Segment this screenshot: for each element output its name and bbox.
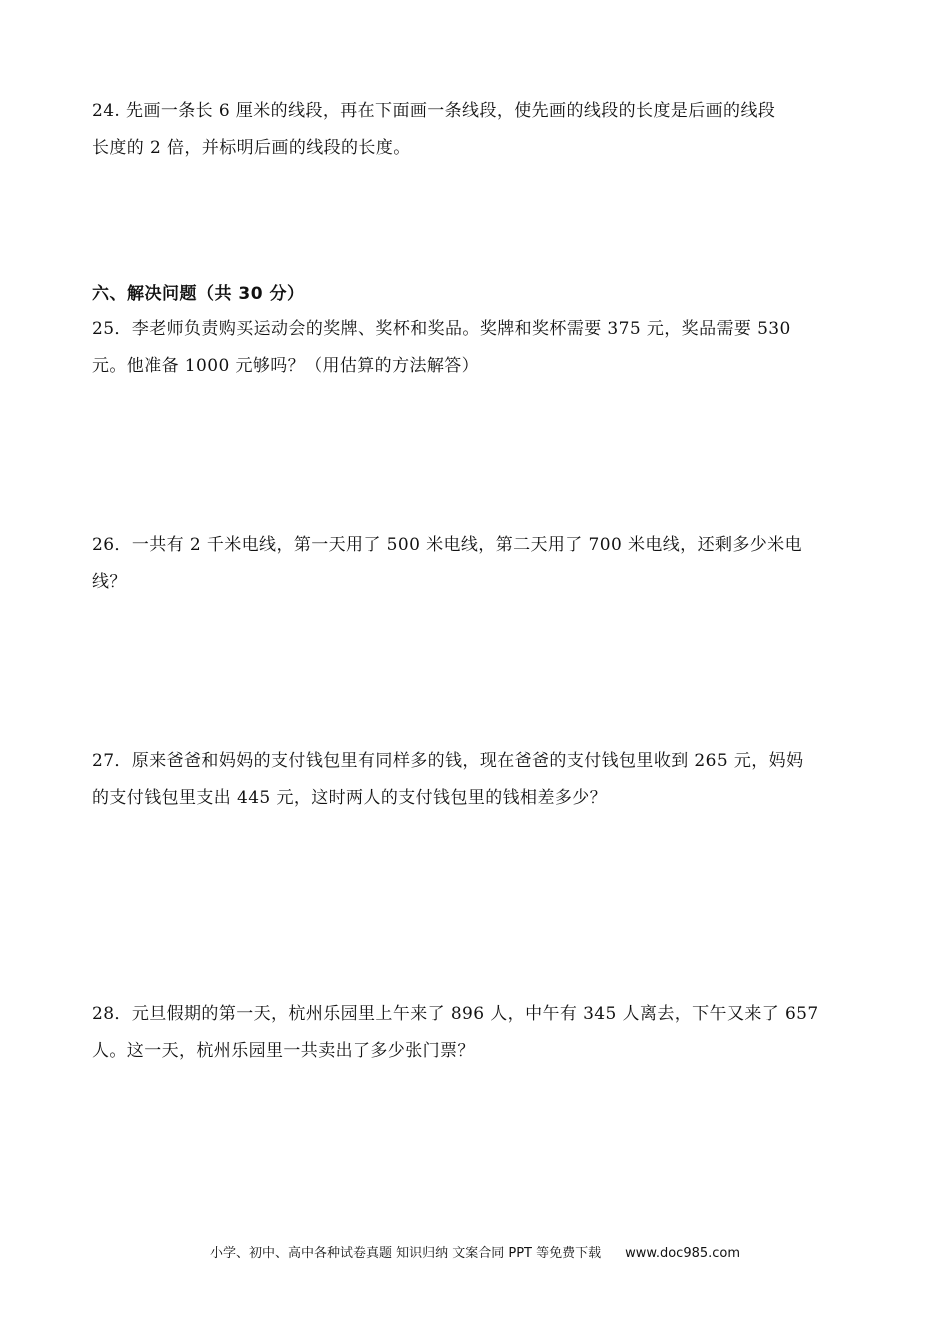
question-25 [92, 311, 862, 385]
footer-site-link[interactable]: www.doc985.com [625, 1246, 741, 1261]
section-6-title: 六、解决问题（共 30 分） [92, 284, 305, 304]
question-25-line-1: 25．李老师负责购买运动会的奖牌、奖杯和奖品。奖牌和奖杯需要 375 元，奖品需要 530 [92, 319, 791, 339]
footer-text: 小学、初中、高中各种试卷真题 知识归纳 文案合同 PPT 等免费下载 [209, 1246, 602, 1261]
question-24 [92, 93, 862, 167]
question-26-line-1: 26．一共有 2 千米电线，第一天用了 500 米电线，第二天用了 700 米电线，还剩多少米电 [92, 535, 802, 555]
page-footer [0, 1242, 950, 1266]
question-27-line-2: 的支付钱包里支出 445 元，这时两人的支付钱包里的钱相差多少？ [92, 788, 608, 808]
question-24-line-1: 24. 先画一条长 6 厘米的线段，再在下面画一条线段，使先画的线段的长度是后画的线段 [92, 101, 776, 121]
question-28 [92, 996, 862, 1070]
question-27-line-1: 27．原来爸爸和妈妈的支付钱包里有同样多的钱，现在爸爸的支付钱包里收到 265 元，妈妈 [92, 751, 804, 771]
question-27 [92, 743, 862, 817]
question-26-line-2: 线？ [92, 572, 127, 592]
question-26 [92, 527, 862, 601]
question-28-line-1: 28．元旦假期的第一天，杭州乐园里上午来了 896 人，中午有 345 人离去，下午又来了 657 [92, 1004, 819, 1024]
question-25-line-2: 元。他准备 1000 元够吗？（用估算的方法解答） [92, 356, 480, 376]
question-24-line-2: 长度的 2 倍，并标明后画的线段的长度。 [92, 138, 411, 158]
question-28-line-2: 人。这一天，杭州乐园里一共卖出了多少张门票？ [92, 1041, 475, 1061]
